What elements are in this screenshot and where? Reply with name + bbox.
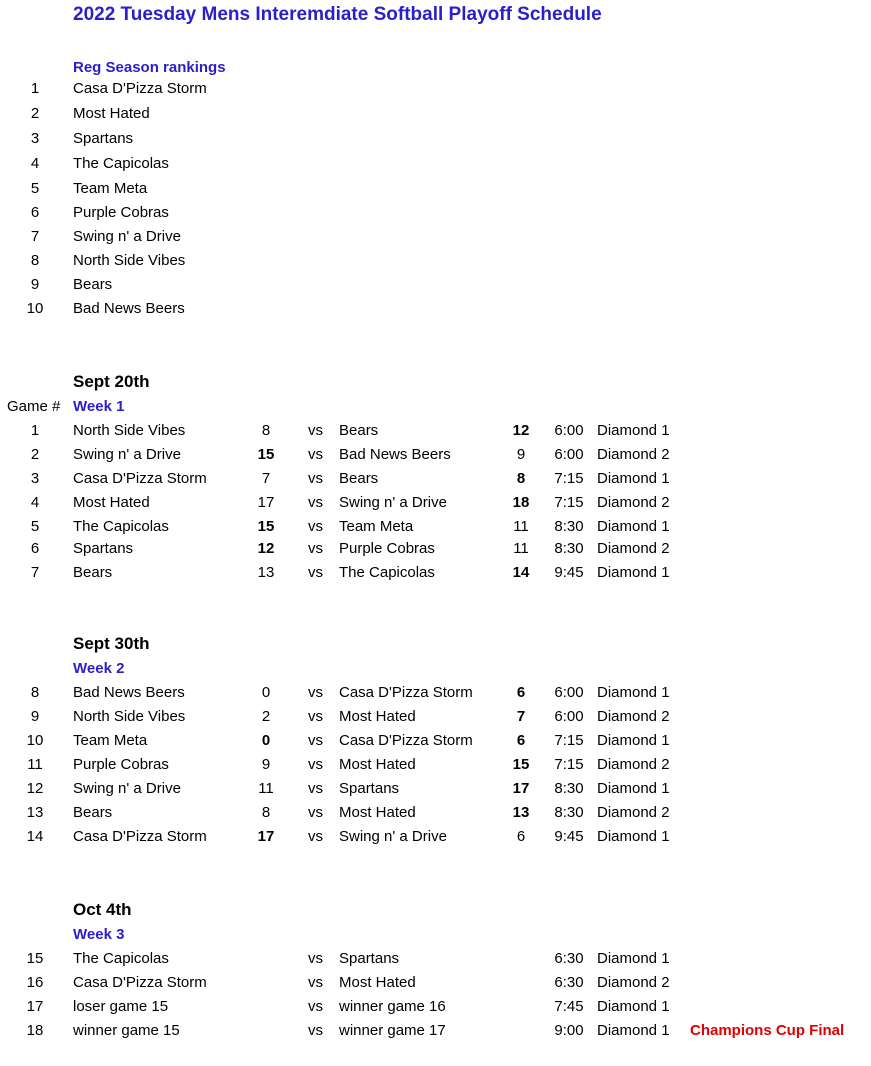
game-number: 9 (30, 708, 40, 725)
vs-label: vs (308, 998, 323, 1015)
game-time: 6:00 (554, 684, 584, 701)
vs-label: vs (308, 446, 323, 463)
game-number: 5 (30, 518, 40, 535)
home-team: North Side Vibes (73, 422, 186, 439)
home-score: 8 (261, 804, 271, 821)
ranking-team: The Capicolas (73, 155, 169, 172)
rankings-heading: Reg Season rankings (73, 59, 226, 76)
home-score: 13 (257, 564, 275, 581)
ranking-row (0, 105, 871, 127)
game-time: 8:30 (554, 780, 584, 797)
away-team: Most Hated (339, 708, 416, 725)
ranking-team: Spartans (73, 130, 134, 147)
home-team: Swing n' a Drive (73, 446, 181, 463)
game-row (0, 684, 871, 706)
away-score: 14 (512, 564, 530, 581)
ranking-team: Bears (73, 276, 113, 293)
ranking-number: 6 (30, 204, 40, 221)
game-field: Diamond 2 (597, 756, 670, 773)
home-team: Casa D'Pizza Storm (73, 470, 207, 487)
vs-label: vs (308, 684, 323, 701)
vs-label: vs (308, 422, 323, 439)
ranking-row (0, 155, 871, 177)
vs-label: vs (308, 828, 323, 845)
vs-label: vs (308, 756, 323, 773)
game-number: 18 (26, 1022, 44, 1039)
game-time: 6:00 (554, 446, 584, 463)
away-team: winner game 16 (339, 998, 446, 1015)
away-score: 6 (516, 684, 526, 701)
home-score: 0 (261, 684, 271, 701)
game-number: 6 (30, 540, 40, 557)
game-field: Diamond 1 (597, 998, 670, 1015)
game-time: 9:45 (554, 564, 584, 581)
home-score: 0 (261, 732, 271, 749)
game-number: 11 (27, 756, 43, 773)
game-row (0, 518, 871, 540)
game-field: Diamond 1 (597, 1022, 670, 1039)
game-field: Diamond 1 (597, 564, 670, 581)
vs-label: vs (308, 950, 323, 967)
game-number: 4 (30, 494, 40, 511)
game-row (0, 446, 871, 468)
game-field: Diamond 2 (597, 446, 670, 463)
game-number: 13 (26, 804, 44, 821)
home-score: 2 (261, 708, 271, 725)
vs-label: vs (308, 564, 323, 581)
game-field: Diamond 2 (597, 540, 670, 557)
home-team: Team Meta (73, 732, 148, 749)
away-score: 6 (516, 828, 526, 845)
ranking-number: 2 (30, 105, 40, 122)
home-team: Purple Cobras (73, 756, 169, 773)
away-score: 17 (512, 780, 530, 797)
game-field: Diamond 2 (597, 804, 670, 821)
home-team: North Side Vibes (73, 708, 186, 725)
away-score: 15 (512, 756, 530, 773)
away-score: 8 (516, 470, 526, 487)
game-number: 15 (26, 950, 44, 967)
away-team: Bears (339, 470, 379, 487)
home-score: 17 (257, 828, 275, 845)
game-row (0, 828, 871, 850)
game-time: 8:30 (554, 540, 584, 557)
game-field: Diamond 2 (597, 708, 670, 725)
week-label: Week 3 (73, 926, 125, 943)
away-score: 12 (512, 422, 530, 439)
ranking-row (0, 276, 871, 298)
game-row (0, 998, 871, 1020)
away-score: 6 (516, 732, 526, 749)
ranking-number: 8 (30, 252, 40, 269)
home-team: The Capicolas (73, 950, 169, 967)
game-time: 7:15 (554, 470, 584, 487)
game-number: 12 (26, 780, 44, 797)
home-team: Bears (73, 564, 113, 581)
page-title: 2022 Tuesday Mens Interemdiate Softball Playoff Schedule (73, 4, 602, 25)
week-date: Sept 30th (73, 634, 150, 653)
game-number: 10 (26, 732, 44, 749)
game-field: Diamond 2 (597, 974, 670, 991)
game-number: 2 (30, 446, 40, 463)
game-time: 9:45 (554, 828, 584, 845)
game-time: 7:45 (554, 998, 584, 1015)
home-team: loser game 15 (73, 998, 169, 1015)
game-row (0, 804, 871, 826)
ranking-team: North Side Vibes (73, 252, 186, 269)
game-field: Diamond 1 (597, 780, 670, 797)
ranking-row (0, 180, 871, 202)
ranking-number: 5 (30, 180, 40, 197)
away-team: winner game 17 (339, 1022, 446, 1039)
ranking-row (0, 204, 871, 226)
game-row (0, 732, 871, 754)
week-label: Week 2 (73, 660, 125, 677)
game-row (0, 950, 871, 972)
away-score: 11 (513, 518, 529, 535)
game-row (0, 708, 871, 730)
ranking-row (0, 130, 871, 152)
home-team: Bears (73, 804, 113, 821)
ranking-row (0, 252, 871, 274)
ranking-team: Purple Cobras (73, 204, 169, 221)
away-score: 18 (512, 494, 530, 511)
vs-label: vs (308, 708, 323, 725)
ranking-number: 9 (30, 276, 40, 293)
game-time: 8:30 (554, 518, 584, 535)
home-score: 8 (261, 422, 271, 439)
game-row (0, 470, 871, 492)
vs-label: vs (308, 470, 323, 487)
game-number: 17 (26, 998, 44, 1015)
week-date: Oct 4th (73, 900, 132, 919)
game-field: Diamond 1 (597, 518, 670, 535)
home-score: 15 (257, 518, 275, 535)
game-field: Diamond 1 (597, 828, 670, 845)
ranking-number: 4 (30, 155, 40, 172)
vs-label: vs (308, 732, 323, 749)
week-label: Week 1 (73, 398, 125, 415)
away-team: The Capicolas (339, 564, 435, 581)
vs-label: vs (308, 780, 323, 797)
ranking-team: Team Meta (73, 180, 148, 197)
game-number: 16 (26, 974, 44, 991)
ranking-team: Swing n' a Drive (73, 228, 181, 245)
game-number: 7 (30, 564, 40, 581)
home-team: Spartans (73, 540, 134, 557)
home-score: 7 (261, 470, 271, 487)
game-row (0, 1022, 871, 1044)
game-time: 6:00 (554, 422, 584, 439)
home-team: winner game 15 (73, 1022, 180, 1039)
game-row (0, 974, 871, 996)
home-score: 9 (261, 756, 271, 773)
ranking-number: 7 (30, 228, 40, 245)
home-score: 11 (258, 780, 274, 797)
ranking-number: 3 (30, 130, 40, 147)
game-row (0, 756, 871, 778)
home-score: 12 (257, 540, 275, 557)
game-field: Diamond 1 (597, 684, 670, 701)
game-field: Diamond 1 (597, 422, 670, 439)
game-number: 8 (30, 684, 40, 701)
away-score: 9 (516, 446, 526, 463)
game-time: 9:00 (554, 1022, 584, 1039)
ranking-team: Casa D'Pizza Storm (73, 80, 207, 97)
away-team: Casa D'Pizza Storm (339, 732, 473, 749)
ranking-row (0, 228, 871, 250)
ranking-row (0, 300, 871, 322)
vs-label: vs (308, 518, 323, 535)
home-score: 15 (257, 446, 275, 463)
game-time: 6:30 (554, 950, 584, 967)
ranking-team: Bad News Beers (73, 300, 185, 317)
vs-label: vs (308, 540, 323, 557)
game-row (0, 494, 871, 516)
game-row (0, 780, 871, 802)
home-team: Most Hated (73, 494, 150, 511)
away-team: Casa D'Pizza Storm (339, 684, 473, 701)
home-team: Casa D'Pizza Storm (73, 828, 207, 845)
vs-label: vs (308, 974, 323, 991)
away-team: Most Hated (339, 804, 416, 821)
ranking-number: 1 (30, 80, 40, 97)
game-time: 7:15 (554, 732, 584, 749)
away-team: Team Meta (339, 518, 414, 535)
away-team: Spartans (339, 950, 400, 967)
game-time: 6:30 (554, 974, 584, 991)
game-number: 3 (30, 470, 40, 487)
game-number: 1 (30, 422, 40, 439)
away-score: 13 (512, 804, 530, 821)
game-field: Diamond 1 (597, 732, 670, 749)
ranking-row (0, 80, 871, 102)
game-field: Diamond 1 (597, 470, 670, 487)
away-team: Bad News Beers (339, 446, 451, 463)
vs-label: vs (308, 494, 323, 511)
ranking-number: 10 (26, 300, 44, 317)
game-time: 7:15 (554, 494, 584, 511)
away-team: Most Hated (339, 974, 416, 991)
away-team: Spartans (339, 780, 400, 797)
game-row (0, 540, 871, 562)
home-score: 17 (257, 494, 275, 511)
away-team: Bears (339, 422, 379, 439)
away-team: Swing n' a Drive (339, 828, 447, 845)
game-row (0, 564, 871, 586)
game-time: 7:15 (554, 756, 584, 773)
home-team: Bad News Beers (73, 684, 185, 701)
game-field: Diamond 2 (597, 494, 670, 511)
home-team: Casa D'Pizza Storm (73, 974, 207, 991)
away-team: Swing n' a Drive (339, 494, 447, 511)
home-team: Swing n' a Drive (73, 780, 181, 797)
game-field: Diamond 1 (597, 950, 670, 967)
away-score: 7 (516, 708, 526, 725)
game-note: Champions Cup Final (690, 1022, 845, 1039)
game-number-header: Game # (7, 398, 61, 415)
game-number: 14 (26, 828, 44, 845)
ranking-team: Most Hated (73, 105, 150, 122)
away-team: Most Hated (339, 756, 416, 773)
vs-label: vs (308, 1022, 323, 1039)
game-time: 6:00 (554, 708, 584, 725)
game-time: 8:30 (554, 804, 584, 821)
vs-label: vs (308, 804, 323, 821)
away-team: Purple Cobras (339, 540, 435, 557)
home-team: The Capicolas (73, 518, 169, 535)
week-date: Sept 20th (73, 372, 150, 391)
game-row (0, 422, 871, 444)
away-score: 11 (513, 540, 529, 557)
